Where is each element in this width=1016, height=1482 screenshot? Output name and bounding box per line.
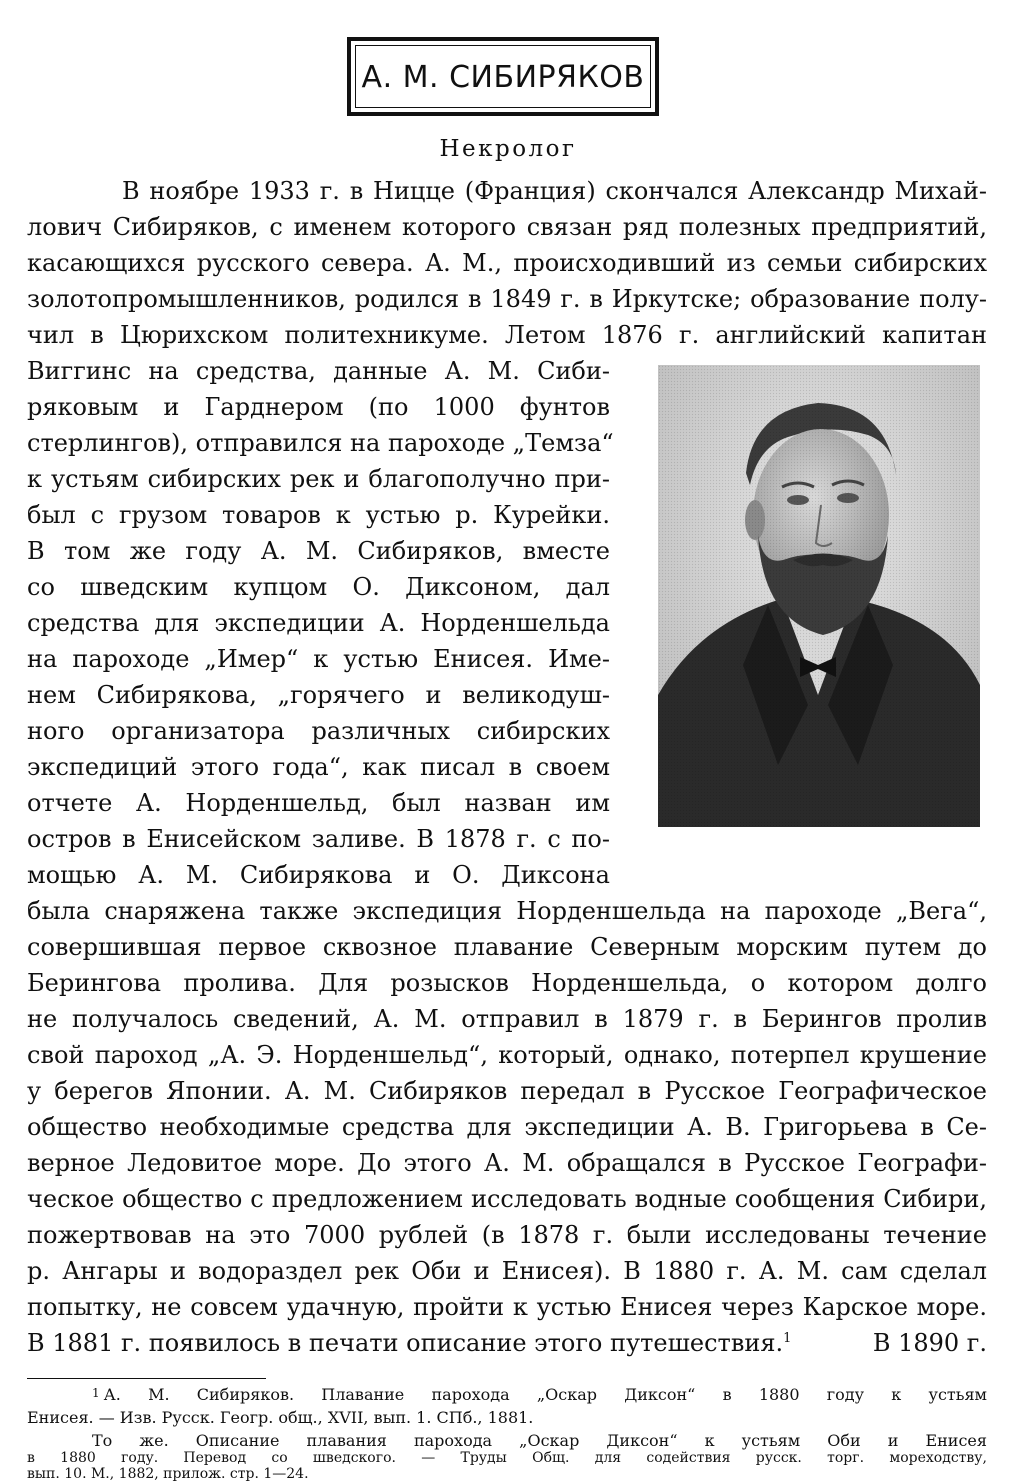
text-line: В том же году А. М. Сибиряков, вместе	[27, 537, 610, 565]
page-title: А. М. СИБИРЯКОВ	[361, 60, 645, 95]
footnote-line: Енисея. — Изв. Русск. Геогр. общ., XVII, вып. 1. СПб., 1881.	[27, 1408, 534, 1427]
text-line: золотопромышленников, родился в 1849 г. в Иркутске; образование полу-	[27, 285, 987, 313]
text-line: р. Ангары и водораздел рек Оби и Енисея). В 1880 г. А. М. сам сделал	[27, 1257, 987, 1285]
text-line: чил в Цюрихском политехникуме. Летом 1876 г. английский капитан	[27, 321, 987, 349]
text-line: касающихся русского севера. А. М., происходивший из семьи сибирских	[27, 249, 987, 277]
text-line: со шведским купцом О. Диксоном, дал	[27, 573, 610, 601]
text-line: верное Ледовитое море. До этого А. М. обращался в Русское Географи-	[27, 1149, 987, 1177]
text-line: Виггинс на средства, данные А. М. Сиби-	[27, 357, 610, 385]
footnote-line: То же. Описание плавания парохода „Оскар Диксон“ к устьям Оби и Енисея	[92, 1431, 987, 1450]
footnote-ref: 1	[783, 1331, 792, 1346]
page-subtitle: Некролог	[439, 136, 577, 162]
text-line: на пароходе „Имер“ к устью Енисея. Име-	[27, 645, 610, 673]
portrait-photo	[658, 365, 980, 827]
text-line: совершившая первое сквозное плавание Северным морским путем до	[27, 933, 987, 961]
footnote-line	[92, 1384, 987, 1406]
text-line-tail: В 1890 г.	[872, 1329, 987, 1357]
footnote-line: вып. 10. М., 1882, прилож. стр. 1—24.	[27, 1466, 309, 1482]
text-line: средства для экспедиции А. Норденшельда	[27, 609, 610, 637]
footnote-text: А. М. Сибиряков. Плавание парохода „Оскар Диксон“ в 1880 году к устьям	[103, 1385, 987, 1404]
text-line: был с грузом товаров к устью р. Курейки.	[27, 501, 610, 529]
footnote-marker: 1	[92, 1386, 100, 1400]
text-line-lead	[27, 1325, 791, 1361]
text-line: была снаряжена также экспедиция Норденшельда на пароходе „Вега“,	[27, 897, 987, 925]
text-line: пожертвовав на это 7000 рублей (в 1878 г. были исследованы течение	[27, 1221, 987, 1249]
text-line: не получалось сведений, А. М. отправил в 1879 г. в Берингов пролив	[27, 1005, 987, 1033]
text-line: нем Сибирякова, „горячего и великодуш-	[27, 681, 610, 709]
text-line: ряковым и Гарднером (по 1000 фунтов	[27, 393, 610, 421]
text-line: попытку, не совсем удачную, пройти к устью Енисея через Карское море.	[27, 1293, 987, 1321]
text-line: стерлингов), отправился на пароходе „Темза“	[27, 429, 614, 457]
text-line: экспедиций этого года“, как писал в своем	[27, 753, 610, 781]
text-line: отчете А. Норденшельд, был назван им	[27, 789, 610, 817]
text-line: у берегов Японии. А. М. Сибиряков передал в Русское Географическое	[27, 1077, 987, 1105]
text-line: мощью А. М. Сибирякова и О. Диксона	[27, 861, 610, 889]
text-line: к устьям сибирских рек и благополучно при-	[27, 465, 610, 493]
footnote-line: в 1880 году. Перевод со шведского. — Труды Общ. для содействия русск. торг. мореходству,	[27, 1450, 987, 1466]
title-frame	[347, 37, 659, 116]
text-line-last	[27, 1325, 987, 1361]
text-line: Берингова пролива. Для розысков Норденшельда, о котором долго	[27, 969, 987, 997]
text-line: общество необходимые средства для экспедиции А. В. Григорьева в Се-	[27, 1113, 987, 1141]
text-line: ческое общество с предложением исследовать водные сообщения Сибири,	[27, 1185, 987, 1213]
text-span: В 1881 г. появилось в печати описание этого путешествия.	[27, 1329, 784, 1357]
text-line: свой пароход „А. Э. Норденшельд“, который, однако, потерпел крушение	[27, 1041, 987, 1069]
text-line: лович Сибиряков, с именем которого связан ряд полезных предприятий,	[27, 213, 987, 241]
text-line: ного организатора различных сибирских	[27, 717, 610, 745]
text-line: В ноябре 1933 г. в Ницце (Франция) скончался Александр Михай-	[122, 177, 987, 205]
footnote-rule	[27, 1378, 266, 1379]
text-line: остров в Енисейском заливе. В 1878 г. с по-	[27, 825, 610, 853]
